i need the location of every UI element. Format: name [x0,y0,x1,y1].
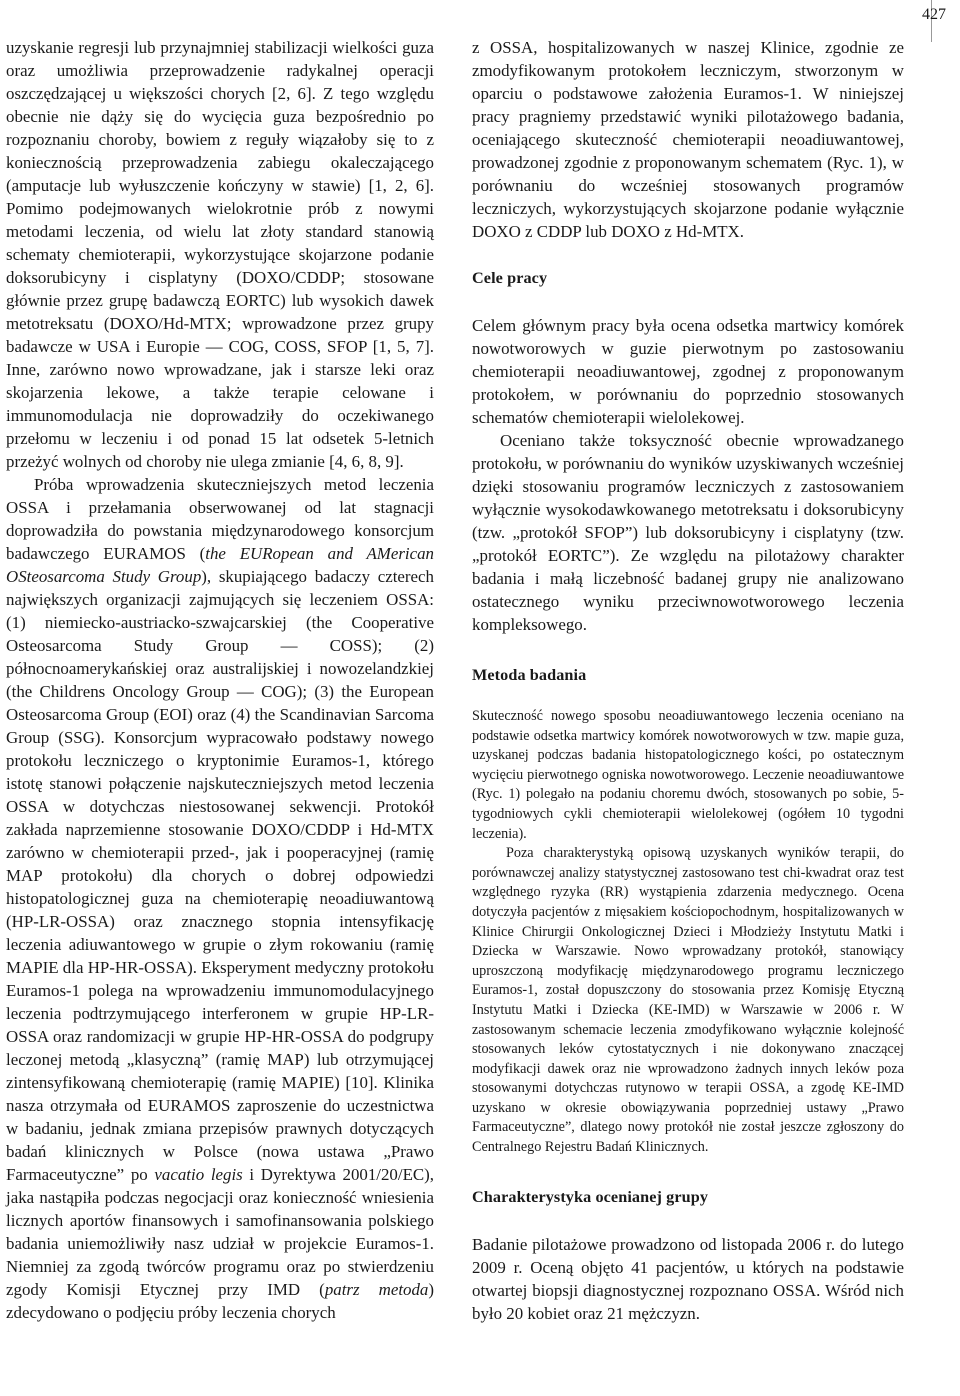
left-paragraph-1: uzyskanie regresji lub przynajmniej stabilizacji wielkości guza oraz umożliwia przeprowadzenie radykalnej operacji oszczędzającej u większości chorych [2, 6]. Z tego względu obecnie nie dąży się do wycięcia guza bezpośrednio po rozpoznaniu choroby, bowiem z reguły wiązałoby się to z koniecznością przeprowadzenia zabiegu okaleczającego (amputacje lub wyłuszczenie kończyny w stawie) [1, 2, 6]. Pomimo podejmowanych wielokrotnie prób z nowymi metodami leczenia, od wielu lat złoty standard stanowią schematy chemioterapii, wykorzystujące skojarzone podanie doksorubicyny i cisplatyny (DOXO/CDDP; stosowane głównie przez grupę badawczą EORTC) lub wysokich dawek metotreksatu (DOXO/Hd-MTX; wprowadzone przez grupy badawcze w USA i Europie — COG, COSS, SFOP [1, 5, 7]. Inne, zarówno nowo wprowadzane, jak i starsze leki oraz skojarzenia lekowe, a także terapie celowane i immunomodulacja nie doprowadziły do oczekiwanego przełomu w leczeniu i od ponad 15 lat odsetek 5-letnich przeżyć wolnych od choroby nie ulega zmianie [4, 6, 8, 9]. [6,38,434,471]
page-number: 427 [922,6,946,23]
right-column [472,36,904,1325]
cross-reference: patrz metoda [324,1280,429,1299]
latin-term: vacatio legis [154,1165,243,1184]
right-paragraph-2: Celem głównym pracy była ocena odsetka martwicy komórek nowotworowych w guzie pierwotnym po zastosowaniu chemioterapii neoadiuwantowej, zgodnej z proponowanym protokołem, w porównaniu do poprzednio stosowanych schematów chemioterapii wielolekowej. [472,316,904,427]
right-paragraph-1: z OSSA, hospitalizowanych w naszej Klinice, zgodnie ze zmodyfikowanym protokołem leczniczym, stworzonym w oparciu o podstawowe założenia Euramos-1. W niniejszej pracy pragniemy przedstawić wyniki pilotażowego badania, oceniającego skuteczność chemioterapii neoadiuwantowej, prowadzonej zgodnie z proponowanym schematem (Ryc. 1), w porównaniu do wcześniej stosowanych programów leczniczych, wykorzystujących skojarzone podanie wyłącznie DOXO z CDDP lub DOXO z Hd-MTX. [472,38,904,241]
right-paragraph-3: Oceniano także toksyczność obecnie wprowadzanego protokołu, w porównaniu do wyników uzyskiwanych wcześniej dzięki stosowaniu programów leczniczych z zastosowaniem wyłącznie wysokodawkowanego metotreksatu i doksorubicyny (tzw. „protokół SFOP”) lub doksorubicyny i cisplatyny (tzw. „protokół EORTC”). Ze względu na pilotażowy charakter badania i małą liczebność badanej grupy nie analizowano ostatecznego wyniku przeciwnowotworowego leczenia kompleksowego. [472,431,904,634]
left-paragraph-2: Próba wprowadzenia skuteczniejszych metod leczenia OSSA i przełamania obserwowanej od lat stagnacji doprowadziła do powstania międzynarodowego konsorcjum badawczego EURAMOS (the EURopean and AMerican OSteosarcoma Study Group), skupiającego badaczy czterech największych organizacji zajmujących się leczeniem OSSA: (1) niemiecko-austriacko-szwajcarskiej (the Cooperative Osteosarcoma Study Group — COSS); (2) północnoamerykańskiej oraz australijskiej i nowozelandzkiej (the Childrens Oncology Group — COG); (3) the European Osteosarcoma Group (EOI) oraz (4) the Scandinavian Sarcoma Group (SSG). Konsorcjum wypracowało podstawy nowego protokołu leczniczego o kryptonimie Euramos-1, którego istotę stanowi połączenie najskuteczniejszych metod leczenia OSSA w dotychczas niestosowanej sekwencji. Protokół zakłada naprzemienne stosowanie DOXO/CDDP i Hd-MTX zarówno w chemioterapii przed-, jak i pooperacyjnej (ramię MAP protokołu) dla chorych o dobrej odpowiedzi histopatologicznej guza na chemioterapię neoadiuwantową (HP-LR-OSSA) oraz znacznego stopnia intensyfikację leczenia adiuwantowego w grupie o złym rokowaniu (ramię MAPIE dla HP-HR-OSSA). Eksperyment medyczny protokołu Euramos-1 polega na wprowadzeniu immunomodulacyjnego leczenia podtrzymującego interferonem w grupie HP-LR-OSSA oraz randomizacji w grupie HP-HR-OSSA do podgrupy leczonej metodą „klasyczną” (ramię MAP) lub otrzymującej zintensyfikowaną chemioterapię (ramię MAPIE) [10]. Klinika nasza otrzymała od EURAMOS zaproszenie do uczestnictwa w badaniu, jednak zmiana przepisów prawnych dotyczących badań klinicznych w Polsce (nowa ustawa „Prawo Farmaceutyczne” po vacatio legis i Dyrektywa 2001/20/EC), jaka nastąpiła podczas negocjacji oraz konieczność wniesienia licznych aportów finansowych i samofinansowania polskiego badania uniemożliwiły nasz udział w projekcie Euramos-1. Niemniej za zgodą twórców programu oraz po stwierdzeniu zgody Komisji Etycznej przy IMD (patrz metoda) zdecydowano o podjęciu próby leczenia chorych [6,475,435,1322]
section-heading-goals: Cele pracy [472,269,548,287]
group-paragraph: Badanie pilotażowe prowadzono od listopada 2006 r. do lutego 2009 r. Oceną objęto 41 pacjentów, u których na podstawie otwartej biopsji diagnostycznej rozpoznano OSSA. Wśród nich było 20 kobiet oraz 21 mężczyzn. [472,1234,904,1323]
consortium-full-name: the EURopean and AMerican OSteosarcoma Study Group [6,544,434,586]
section-heading-method: Metoda badania [472,666,587,684]
section-heading-group: Charakterystyka ocenianej grupy [472,1187,709,1206]
left-column [6,36,434,1324]
method-paragraph-2: Poza charakterystyką opisową uzyskanych wyników terapii, do porównawczej analizy statystycznej zastosowano test chi-kwadrat oraz test względnego ryzyka (RR) wystąpienia zdarzenia medycznego. Ocena dotyczyła pacjentów z mięsakiem kościopochodnym, hospitalizowanych w Klinice Chirurgii Onkologicznej Dzieci i Młodzieży Instytutu Matki i Dziecka w Warszawie. Nowo wprowadzany protokół, stanowiący uproszczoną modyfikację międzynarodowego programu leczniczego Euramos-1, został dopuszczony do stosowania przez Komisję Etyczną Instytutu Matki i Dziecka (KE-IMD) w Warszawie w 2006 r. W zastosowanym schemacie leczenia zmodyfikowano wyłącznie kolejność stosowanych leków cytostatycznych i nie dokonywano znaczącej modyfikacji dawek oraz nie wprowadzono żadnych innych leków poza stosowanymi dotychczas rutynowo w terapii OSSA, a zgodę KE-IMD uzyskano w okresie obowiązywania poprzedniej ustawy „Prawo Farmaceutyczne”, dlatego nowy protokół nie został jeszcze zgłoszony do Centralnego Rejestru Badań Klinicznych. [472,845,904,1156]
method-paragraph-1: Skuteczność nowego sposobu neoadiuwantowego leczenia oceniano na podstawie odsetka martwicy komórek nowotworowych w tzw. mapie guza, uzyskanej podczas badania histopatologicznego kości, po ostatecznym wycięciu pierwotnego ogniska nowotworowego. Leczenie neoadiuwantowe (Ryc. 1) polegało na podaniu choremu dwóch, stosowanych po sobie, 5-tygodniowych cykli chemioterapii wielolekowej (ogółem 10 tygodni leczenia). [472,708,904,842]
